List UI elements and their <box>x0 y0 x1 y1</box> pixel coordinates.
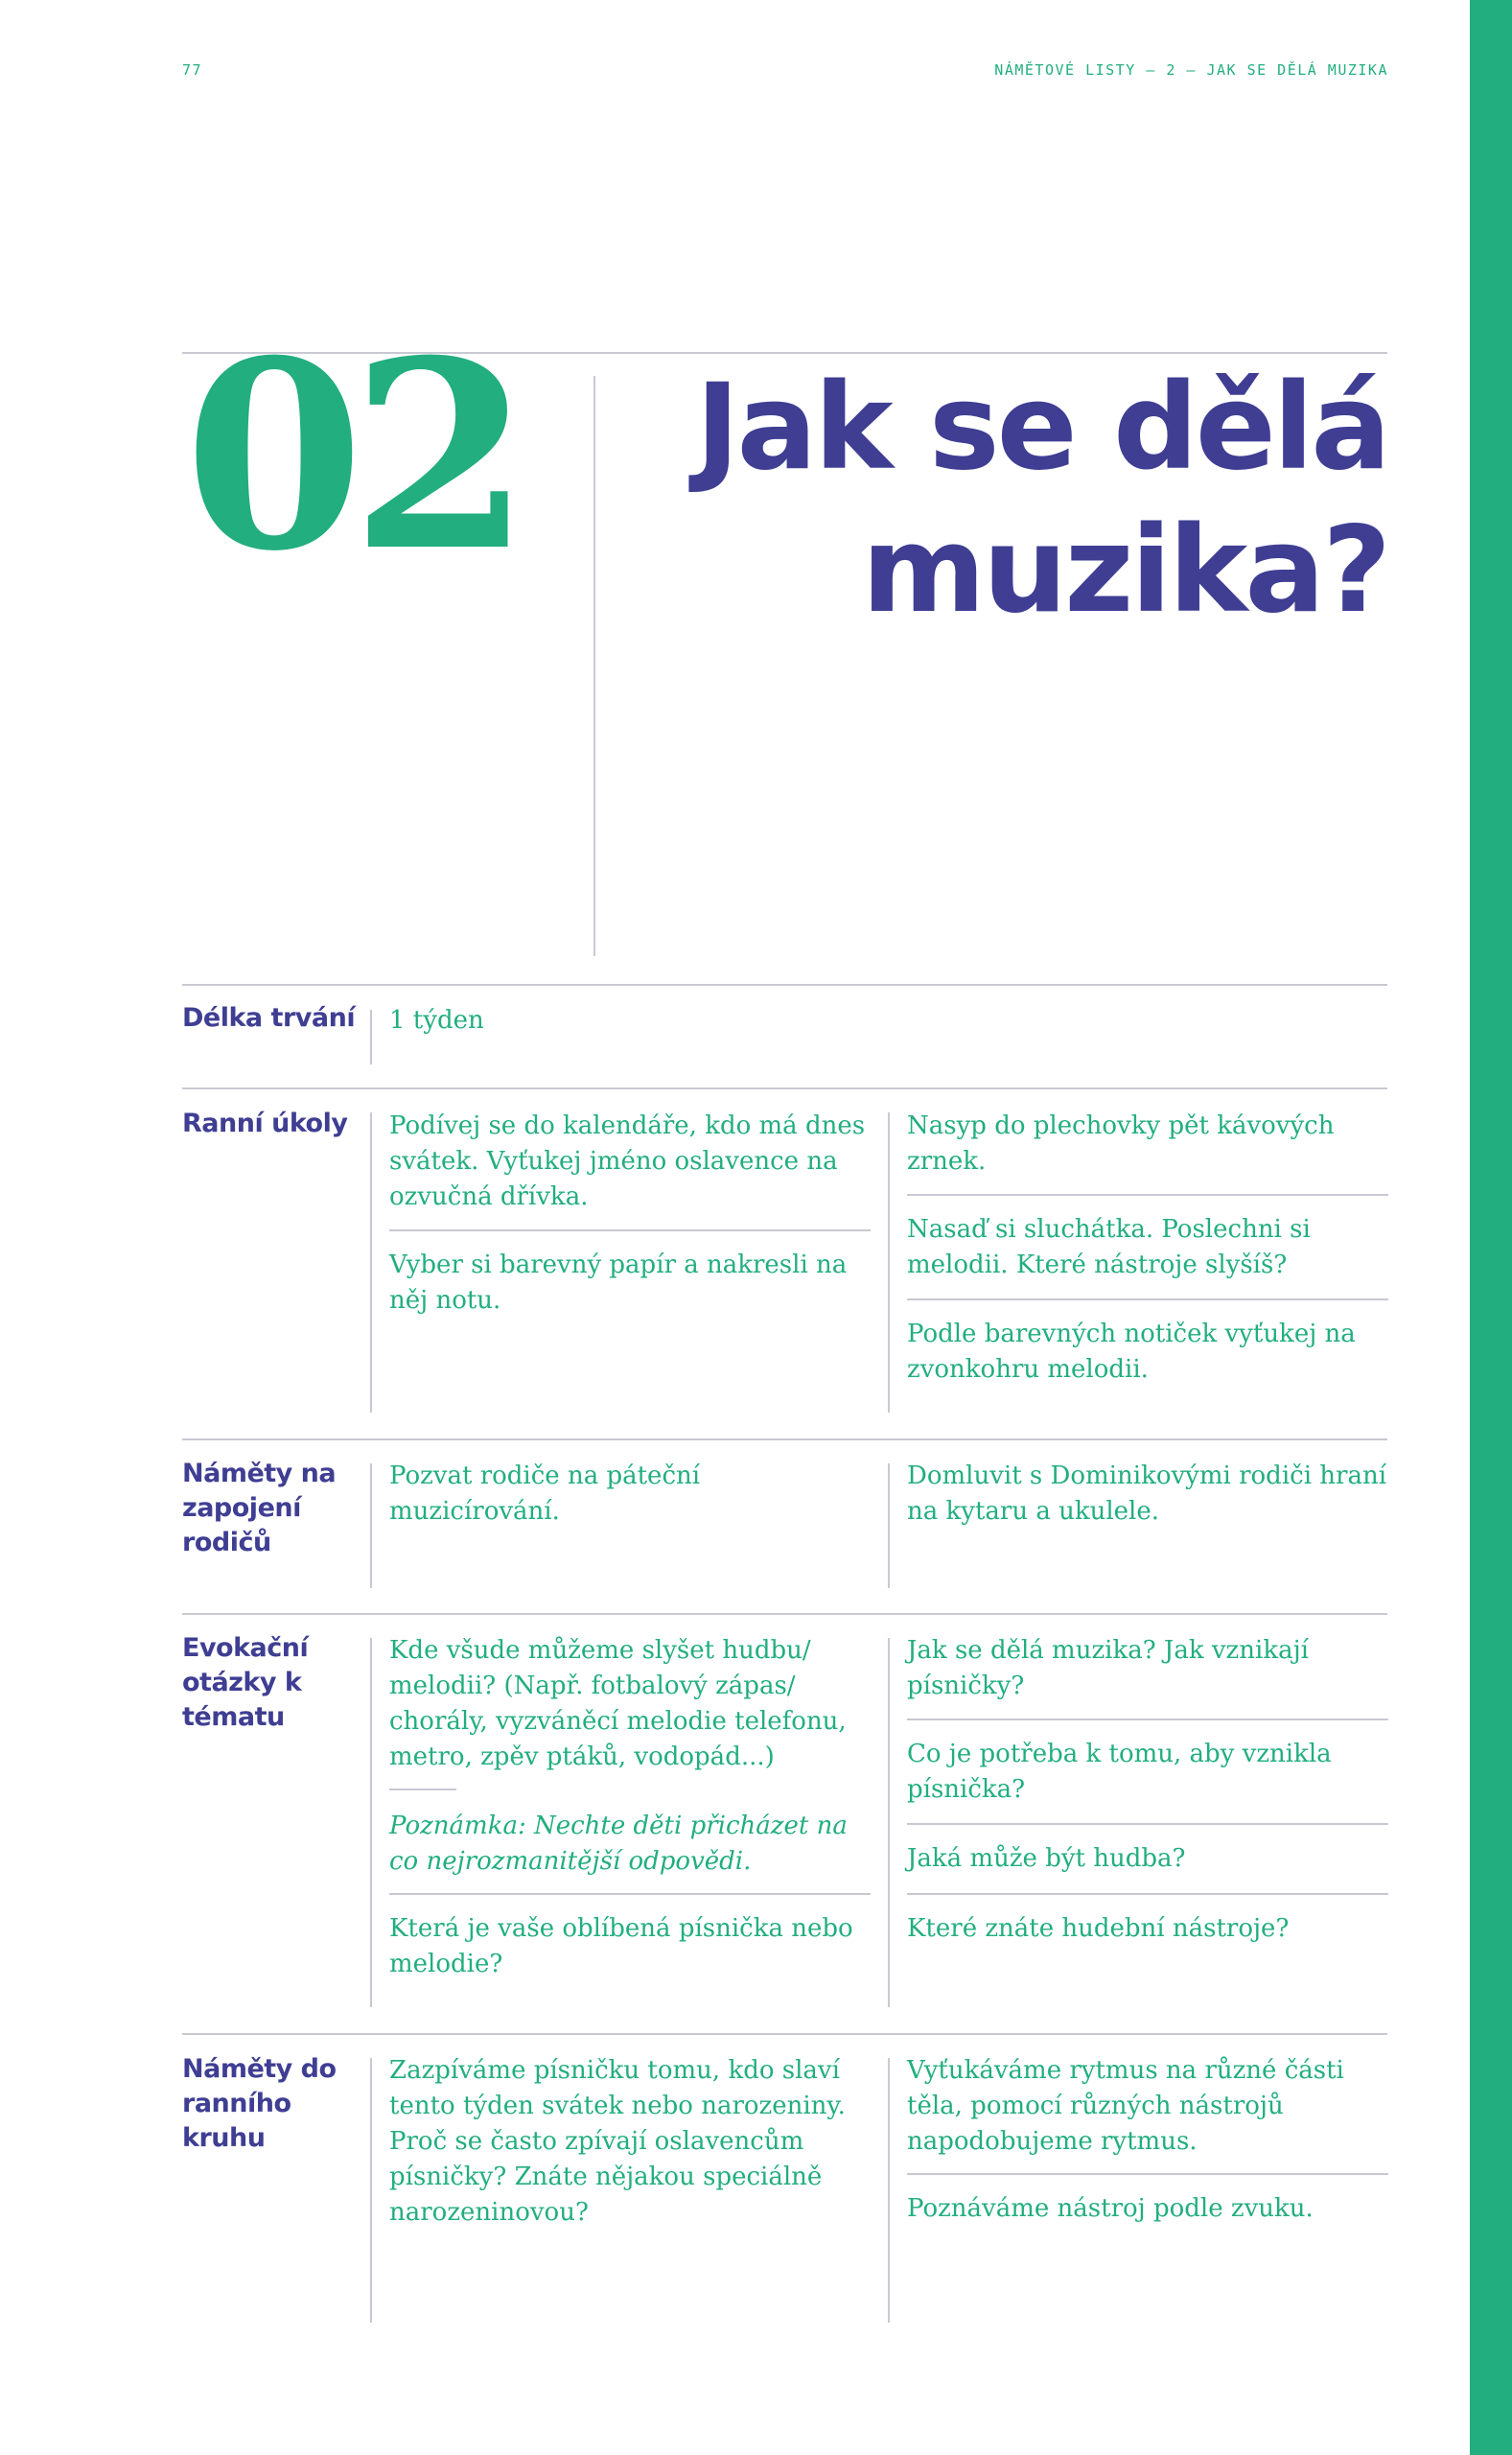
item-rule <box>389 1229 871 1231</box>
circle-item: Zazpíváme písničku tomu, kdo slaví tento týden svátek nebo narozeniny. Proč se často zpívají oslavencům písničky? Znáte nějakou speciálně narozeninovou? <box>389 2056 846 2227</box>
item-rule <box>907 1823 1388 1825</box>
chapter-title-line-1: Jak se dělá <box>695 359 1388 497</box>
row-rule <box>182 1613 1387 1615</box>
title-divider <box>593 376 595 956</box>
parents-item: Pozvat rodiče na páteční muzicírování. <box>389 1461 701 1526</box>
column-divider <box>888 1638 890 2007</box>
chapter-title <box>602 357 1388 643</box>
task-item: Nasyp do plechovky pět kávových zrnek. <box>907 1111 1335 1176</box>
item-rule <box>907 1718 1388 1720</box>
item-rule <box>907 2173 1388 2175</box>
parents-item: Domluvit s Dominikovými rodiči hraní na kytaru a ukulele. <box>907 1461 1387 1526</box>
row-divider <box>370 1010 372 1064</box>
row-divider <box>370 1463 372 1588</box>
column-divider <box>888 1463 890 1588</box>
question-item: Jaká může být hudba? <box>907 1844 1186 1873</box>
duration-value: 1 týden <box>389 1006 484 1035</box>
question-item: Jak se dělá muzika? Jak vznikají písničky? <box>907 1636 1309 1700</box>
column-divider <box>888 2058 890 2323</box>
item-rule <box>907 1194 1388 1196</box>
page-number: 77 <box>182 61 203 79</box>
question-item: Kde všude můžeme slyšet hudbu/ melodii? (Např. fotbalový zápas/ chorály, vyzváněcí melodie telefonu, metro, zpěv ptáků, vodopád...) <box>389 1636 847 1771</box>
circle-item: Vyťukáváme rytmus na různé části těla, pomocí různých nástrojů napodobujeme rytmus. <box>907 2056 1344 2156</box>
item-rule <box>907 1893 1388 1895</box>
row-divider <box>370 1638 372 2007</box>
row-rule <box>182 1087 1387 1089</box>
task-item: Nasaď si sluchátka. Poslechni si melodii. Které nástroje slyšíš? <box>907 1215 1311 1279</box>
row-label-morning-tasks: Ranní úkoly <box>182 1109 348 1138</box>
running-header: NÁMĚTOVÉ LISTY — 2 — JAK SE DĚLÁ MUZIKA <box>994 61 1388 79</box>
question-item: Co je potřeba k tomu, aby vznikla písnička? <box>907 1740 1332 1804</box>
question-item: Které znáte hudební nástroje? <box>907 1914 1290 1943</box>
column-divider <box>888 1112 890 1413</box>
task-item: Podívej se do kalendáře, kdo má dnes svátek. Vyťukej jméno oslavence na ozvučná dřívka. <box>389 1111 866 1211</box>
row-rule <box>182 1438 1387 1440</box>
row-divider <box>370 2058 372 2323</box>
chapter-number: 02 <box>184 303 518 608</box>
row-label-evocative-questions: Evokační otázky k tématu <box>182 1633 309 1732</box>
row-divider <box>370 1112 372 1413</box>
row-label-morning-circle: Náměty do ranního kruhu <box>182 2054 337 2153</box>
task-item: Vyber si barevný papír a nakresli na něj notu. <box>389 1251 848 1315</box>
note-rule <box>389 1789 456 1790</box>
row-rule <box>182 984 1387 986</box>
item-rule <box>389 1893 871 1895</box>
task-item: Podle barevných notiček vyťukej na zvonkohru melodii. <box>907 1320 1356 1384</box>
question-note: Poznámka: Nechte děti přicházet na co nejrozmanitější odpovědi. <box>389 1812 848 1876</box>
item-rule <box>907 1298 1388 1300</box>
question-item: Která je vaše oblíbená písnička nebo melodie? <box>389 1914 853 1978</box>
side-color-band <box>1470 0 1512 2455</box>
chapter-title-line-2: muzika? <box>861 502 1388 640</box>
row-label-duration: Délka trvání <box>182 1003 356 1033</box>
row-rule <box>182 2033 1387 2035</box>
circle-item: Poznáváme nástroj podle zvuku. <box>907 2194 1314 2223</box>
row-label-parents: Náměty na zapojení rodičů <box>182 1459 337 1557</box>
